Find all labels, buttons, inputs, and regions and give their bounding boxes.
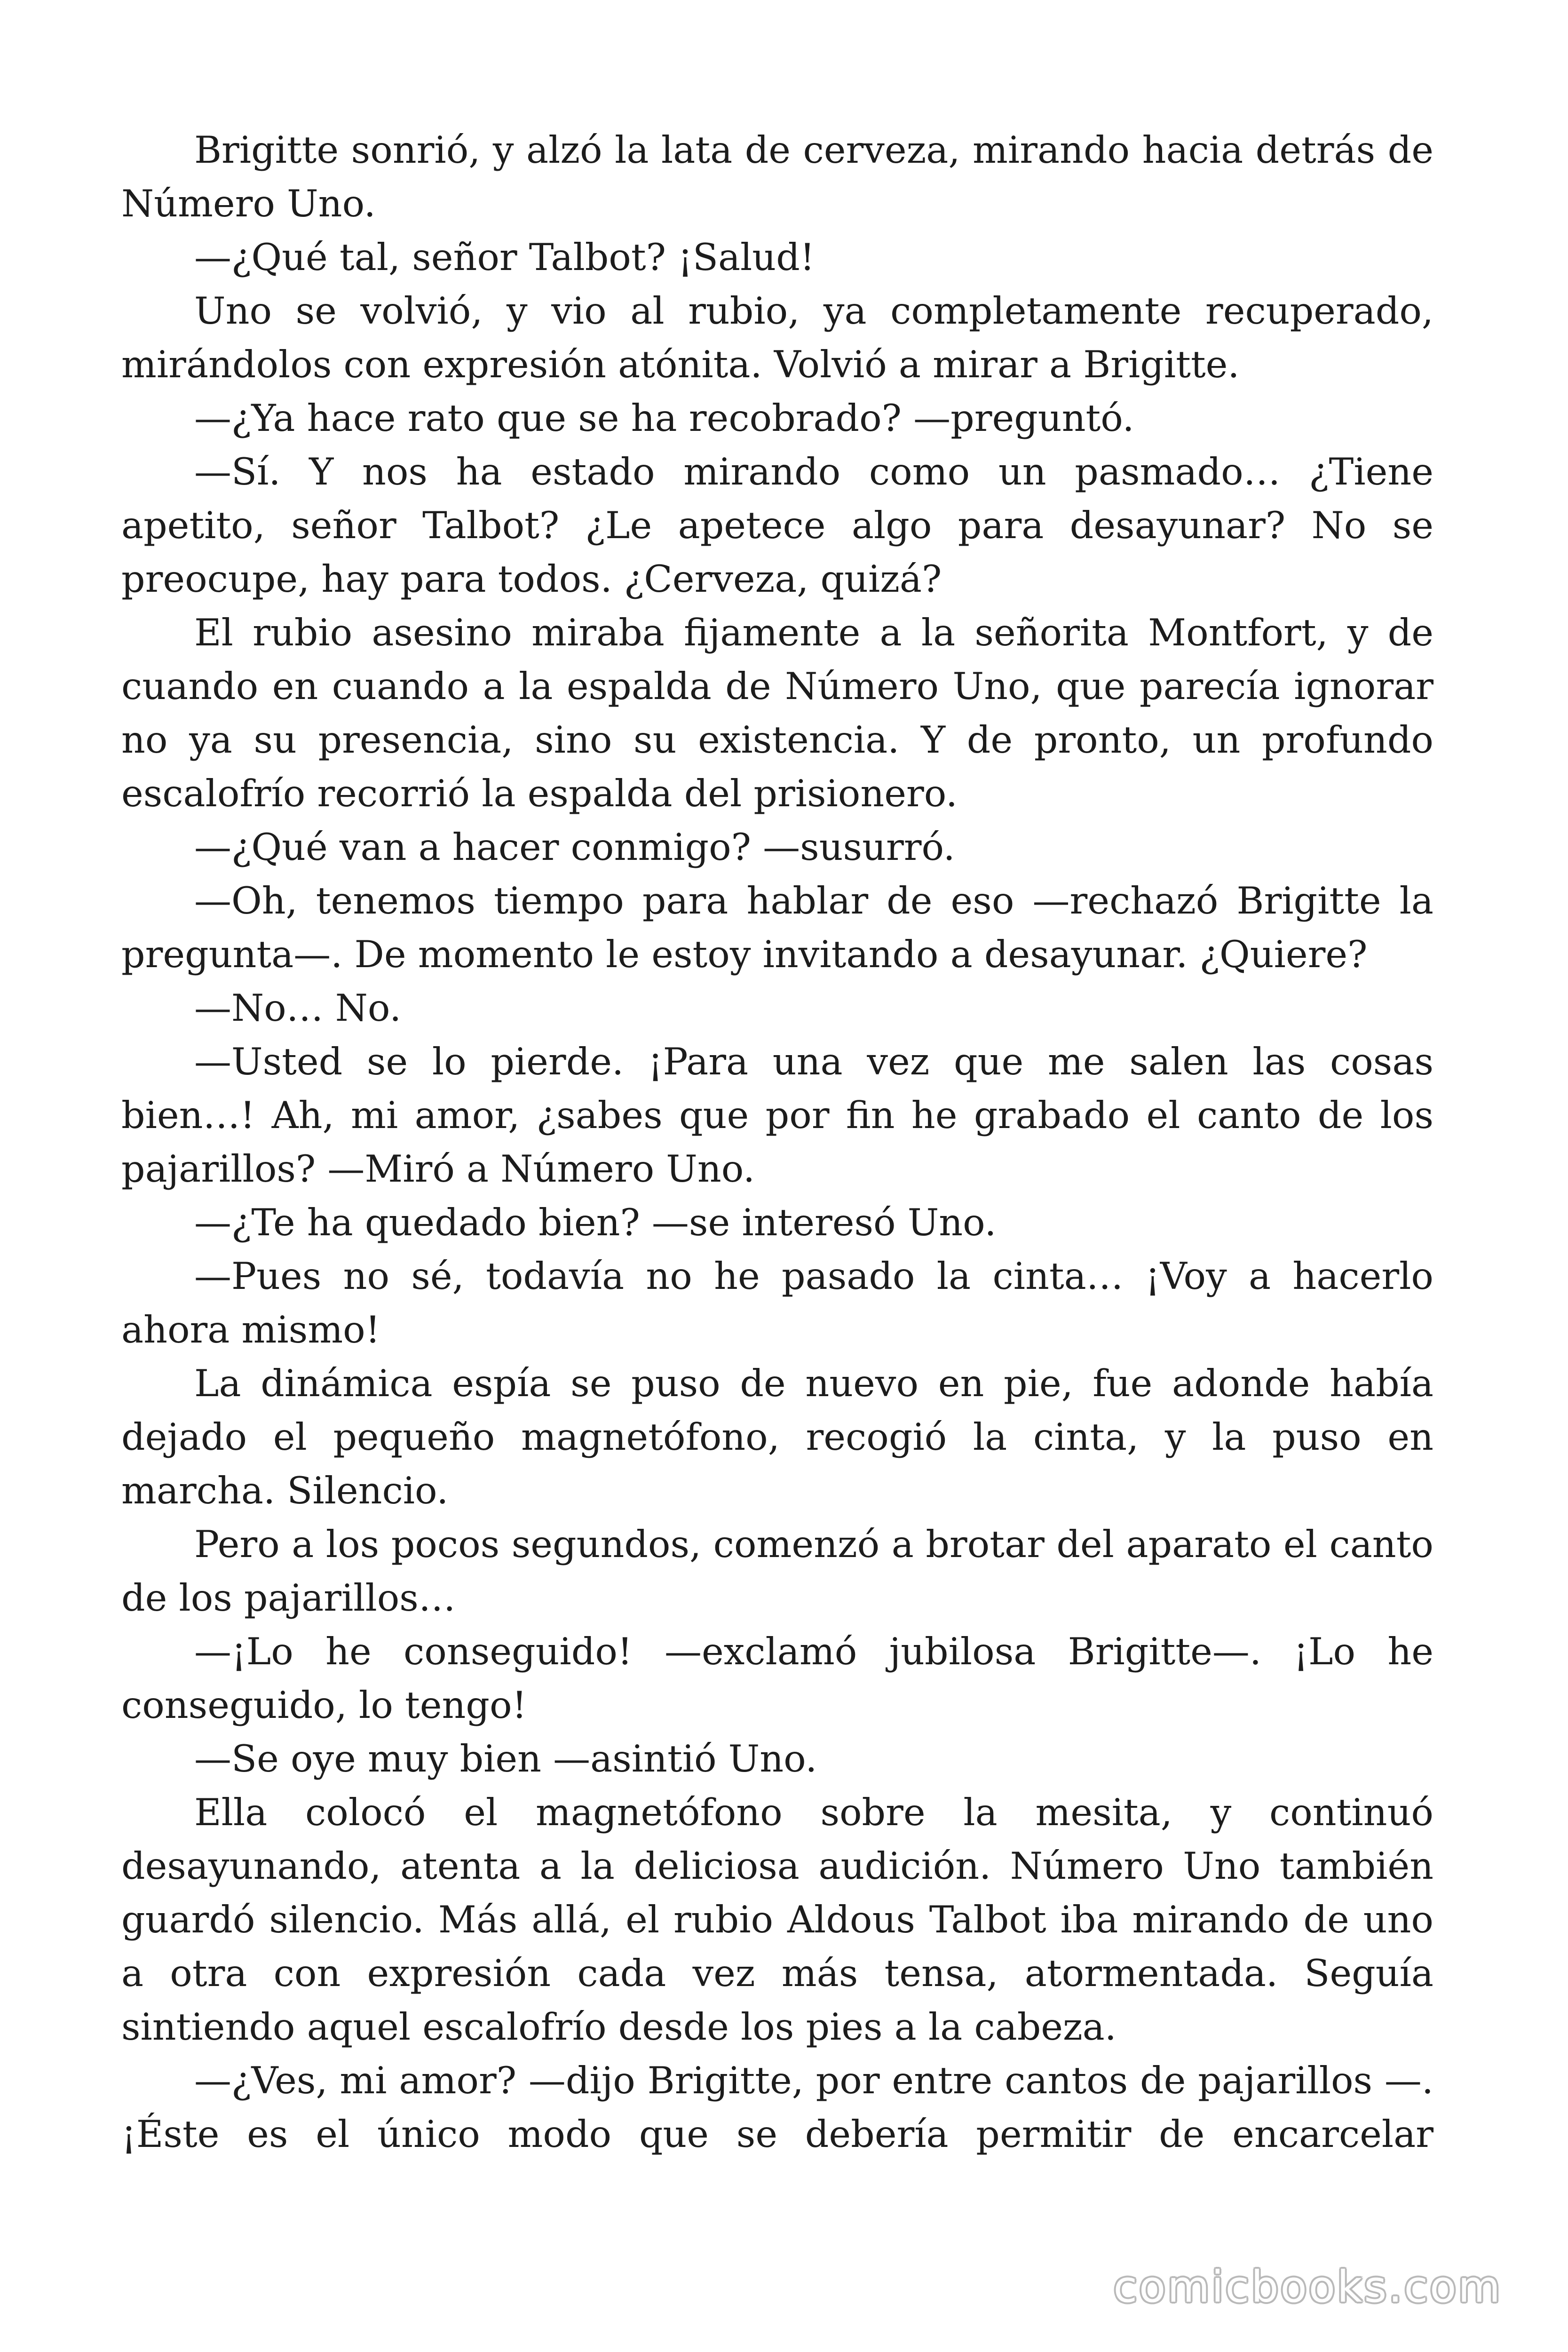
paragraph: —¿Qué tal, señor Talbot? ¡Salud!	[194, 236, 815, 279]
paragraph: —¿Ya hace rato que se ha recobrado? —preguntó.	[194, 397, 1134, 440]
paragraph: El rubio asesino miraba fijamente a la señorita Montfort, y de cuando en cuando a la espalda de Número Uno, que parecía ignorar no ya su presencia, sino su existencia. Y de pronto, un profundo escalofrío recorrió la espalda del prisionero.	[121, 611, 1433, 815]
paragraph: —¿Te ha quedado bien? —se interesó Uno.	[194, 1201, 997, 1244]
paragraph: —¡Lo he conseguido! —exclamó jubilosa Brigitte—. ¡Lo he conseguido, lo tengo!	[121, 1630, 1433, 1727]
paragraph: —Sí. Y nos ha estado mirando como un pasmado… ¿Tiene apetito, señor Talbot? ¿Le apetece algo para desayunar? No se preocupe, hay para todos. ¿Cerveza, quizá?	[121, 450, 1433, 601]
paragraph: Ella colocó el magnetófono sobre la mesita, y continuó desayunando, atenta a la deliciosa audición. Número Uno también guardó silencio. Más allá, el rubio Aldous Talbot iba mirando de uno a otra con expresión cada vez más tensa, atormentada. Seguía sintiendo aquel escalofrío desde los pies a la cabeza.	[121, 1791, 1433, 2049]
paragraph: —Oh, tenemos tiempo para hablar de eso —rechazó Brigitte la pregunta—. De momento le estoy invitando a desayunar. ¿Quiere?	[121, 879, 1433, 976]
paragraph: Uno se volvió, y vio al rubio, ya completamente recuperado, mirándolos con expresión atónita. Volvió a mirar a Brigitte.	[121, 289, 1433, 386]
paragraph: —¿Ves, mi amor? —dijo Brigitte, por entre cantos de pajarillos —. ¡Éste es el único modo que se debería permitir de encarcelar	[121, 2059, 1433, 2156]
paragraph: —Pues no sé, todavía no he pasado la cinta… ¡Voy a hacerlo ahora mismo!	[121, 1255, 1433, 1351]
watermark: comicbooks.com	[1113, 2262, 1502, 2312]
paragraph: —¿Qué van a hacer conmigo? —susurró.	[194, 826, 955, 869]
paragraph: La dinámica espía se puso de nuevo en pie, fue adonde había dejado el pequeño magnetófono, recogió la cinta, y la puso en marcha. Silencio.	[121, 1362, 1433, 1512]
body-text	[121, 123, 1433, 2161]
paragraph: —No… No.	[194, 986, 402, 1030]
paragraph: Brigitte sonrió, y alzó la lata de cerveza, mirando hacia detrás de Número Uno.	[121, 128, 1433, 225]
paragraph: —Se oye muy bien —asintió Uno.	[194, 1737, 817, 1780]
paragraph: Pero a los pocos segundos, comenzó a brotar del aparato el canto de los pajarillos…	[121, 1523, 1433, 1620]
paragraph: —Usted se lo pierde. ¡Para una vez que me salen las cosas bien…! Ah, mi amor, ¿sabes que por fin he grabado el canto de los pajarillos? —Miró a Número Uno.	[121, 1040, 1433, 1191]
